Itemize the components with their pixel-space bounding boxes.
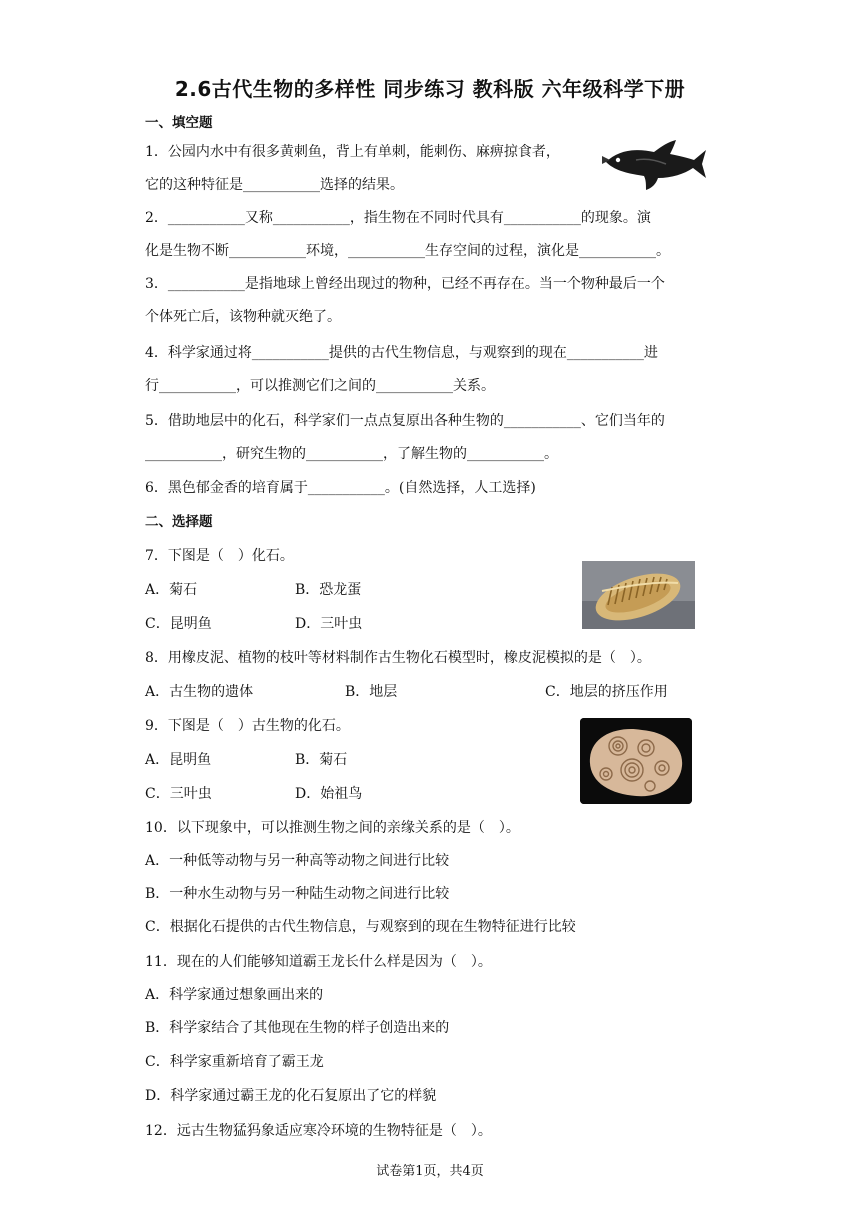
question-12-stem: 12．远古生物猛犸象适应寒冷环境的生物特征是（ ）。 [145, 1123, 492, 1139]
question-9-option-c: C．三叶虫 [145, 786, 212, 802]
question-7-stem: 7．下图是（ ）化石。 [145, 548, 294, 564]
question-9-option-d: D．始祖鸟 [295, 786, 363, 802]
section-choice: 二、选择题 [145, 514, 213, 530]
question-3-line-2: 个体死亡后，该物种就灭绝了。 [145, 309, 341, 325]
question-11-option-c: C．科学家重新培育了霸王龙 [145, 1054, 324, 1070]
question-6-line-1: 6．黑色郁金香的培育属于___________。(自然选择，人工选择) [145, 480, 536, 496]
question-7-option-d: D．三叶虫 [295, 616, 363, 632]
question-8-option-b: B．地层 [345, 684, 398, 700]
question-1-line-2: 它的这种特征是___________选择的结果。 [145, 177, 404, 193]
question-10-option-a: A．一种低等动物与另一种高等动物之间进行比较 [145, 853, 450, 869]
question-7-option-c: C．昆明鱼 [145, 616, 212, 632]
question-7-option-a: A．菊石 [145, 582, 198, 598]
question-5-line-1: 5．借助地层中的化石，科学家们一点点复原出各种生物的___________、它们当年的 [145, 413, 665, 429]
page-footer: 试卷第1页，共4页 [376, 1164, 484, 1179]
fish-image [596, 130, 708, 194]
question-8-stem: 8．用橡皮泥、植物的枝叶等材料制作古生物化石模型时，橡皮泥模拟的是（ ）。 [145, 650, 651, 666]
ammonite-fossil-image [580, 718, 692, 804]
question-10-option-c: C．根据化石提供的古代生物信息，与观察到的现在生物特征进行比较 [145, 919, 576, 935]
question-9-option-b: B．菊石 [295, 752, 348, 768]
question-3-line-1: 3．___________是指地球上曾经出现过的物种，已经不再存在。当一个物种最后一个 [145, 276, 665, 292]
question-8-option-a: A．古生物的遗体 [145, 684, 254, 700]
question-8-option-c: C．地层的挤压作用 [545, 684, 668, 700]
question-5-line-2: ___________，研究生物的___________，了解生物的___________。 [145, 446, 558, 462]
question-4-line-2: 行___________，可以推测它们之间的___________关系。 [145, 378, 495, 394]
trilobite-fossil-image [582, 561, 695, 629]
section-fill-blank: 一、填空题 [145, 115, 213, 131]
question-11-option-a: A．科学家通过想象画出来的 [145, 987, 324, 1003]
question-9-option-a: A．昆明鱼 [145, 752, 212, 768]
question-10-option-b: B．一种水生动物与另一种陆生动物之间进行比较 [145, 886, 450, 902]
question-11-option-d: D．科学家通过霸王龙的化石复原出了它的样貌 [145, 1088, 437, 1104]
question-4-line-1: 4．科学家通过将___________提供的古代生物信息，与观察到的现在___________进 [145, 345, 658, 361]
question-1-line-1: 1．公园内水中有很多黄刺鱼，背上有单刺，能刺伤、麻痹掠食者， [145, 144, 560, 160]
page-title: 2.6古代生物的多样性 同步练习 教科版 六年级科学下册 [174, 77, 686, 101]
question-10-stem: 10．以下现象中，可以推测生物之间的亲缘关系的是（ ）。 [145, 820, 520, 836]
question-9-stem: 9．下图是（ ）古生物的化石。 [145, 718, 350, 734]
question-7-option-b: B．恐龙蛋 [295, 582, 362, 598]
question-2-line-1: 2．___________又称___________，指生物在不同时代具有___________的现象。演 [145, 210, 651, 226]
question-11-stem: 11．现在的人们能够知道霸王龙长什么样是因为（ ）。 [145, 954, 492, 970]
question-2-line-2: 化是生物不断___________环境，___________生存空间的过程，演化是___________。 [145, 243, 670, 259]
question-11-option-b: B．科学家结合了其他现在生物的样子创造出来的 [145, 1020, 450, 1036]
